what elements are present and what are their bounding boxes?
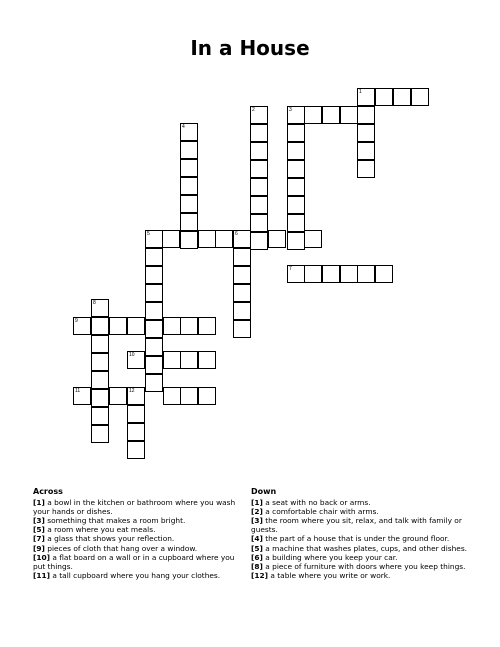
grid-cell[interactable]: [357, 106, 375, 124]
grid-cell[interactable]: [73, 317, 91, 335]
grid-cell[interactable]: [250, 106, 268, 124]
grid-cell[interactable]: [233, 248, 251, 266]
clue-number: 6: [235, 231, 238, 237]
grid-cell[interactable]: [145, 248, 163, 266]
grid-cell[interactable]: [287, 232, 305, 250]
grid-cell[interactable]: [287, 160, 305, 178]
clue-text: a building where you keep your car.: [262, 552, 398, 562]
clue-label: [7]: [33, 534, 45, 544]
grid-cell[interactable]: [357, 265, 375, 283]
down-heading: Down: [251, 487, 277, 496]
grid-cell[interactable]: [127, 317, 145, 335]
grid-cell[interactable]: [287, 178, 305, 196]
grid-cell[interactable]: [180, 317, 198, 335]
grid-cell[interactable]: [145, 284, 163, 302]
clue-number: 1: [359, 89, 362, 95]
grid-cell[interactable]: [91, 335, 109, 353]
grid-cell[interactable]: [163, 351, 181, 369]
grid-cell[interactable]: [127, 387, 145, 405]
clue-label: [6]: [251, 552, 263, 562]
grid-cell[interactable]: [233, 266, 251, 284]
grid-cell[interactable]: [233, 230, 251, 248]
grid-cell[interactable]: [180, 141, 198, 159]
grid-cell[interactable]: [304, 230, 322, 248]
grid-cell[interactable]: [145, 356, 163, 374]
grid-cell[interactable]: [145, 320, 163, 338]
grid-cell[interactable]: [91, 317, 109, 335]
grid-cell[interactable]: [375, 88, 393, 106]
clue-text: a table where you write or work.: [268, 570, 391, 580]
grid-cell[interactable]: [233, 302, 251, 320]
clue-number: 4: [182, 124, 185, 130]
across-clue: [33, 544, 245, 553]
grid-cell[interactable]: [287, 124, 305, 142]
across-heading: Across: [33, 487, 63, 496]
clue-label: [12]: [251, 570, 269, 580]
clue-text: a piece of furniture with doors where you keep things.: [262, 561, 466, 571]
grid-cell[interactable]: [304, 106, 322, 124]
clue-label: [1]: [251, 498, 263, 508]
clue-text: a tall cupboard where you hang your clothes.: [50, 570, 221, 580]
grid-cell[interactable]: [180, 177, 198, 195]
grid-cell[interactable]: [145, 230, 163, 248]
clue-number: 10: [129, 352, 135, 358]
grid-cell[interactable]: [180, 231, 198, 249]
grid-cell[interactable]: [91, 371, 109, 389]
clue-label: [3]: [33, 516, 45, 526]
grid-cell[interactable]: [250, 160, 268, 178]
grid-cell[interactable]: [357, 88, 375, 106]
clue-label: [4]: [251, 534, 263, 544]
across-clue: [33, 553, 245, 571]
clue-text: a flat board on a wall or in a cupboard where you put things.: [33, 552, 235, 571]
across-clue: [33, 516, 245, 525]
grid-cell[interactable]: [287, 265, 305, 283]
grid-cell[interactable]: [91, 353, 109, 371]
grid-cell[interactable]: [127, 405, 145, 423]
down-clues: [251, 487, 469, 580]
grid-cell[interactable]: [287, 214, 305, 232]
grid-cell[interactable]: [109, 387, 127, 405]
grid-cell[interactable]: [250, 196, 268, 214]
grid-cell[interactable]: [180, 195, 198, 213]
grid-cell[interactable]: [287, 196, 305, 214]
clue-text: a bowl in the kitchen or bathroom where you wash your hands or dishes.: [33, 498, 236, 517]
clue-label: [5]: [251, 543, 263, 553]
clue-label: [1]: [33, 498, 45, 508]
clue-text: a machine that washes plates, cups, and other dishes.: [262, 543, 468, 553]
clue-label: [2]: [251, 507, 263, 517]
grid-cell[interactable]: [411, 88, 429, 106]
clue-text: pieces of cloth that hang over a window.: [44, 543, 198, 553]
down-clue: [251, 498, 469, 507]
across-clue: [33, 534, 245, 543]
grid-cell[interactable]: [287, 106, 305, 124]
across-clue: [33, 525, 245, 534]
grid-cell[interactable]: [250, 142, 268, 160]
grid-cell[interactable]: [322, 106, 340, 124]
grid-cell[interactable]: [198, 230, 216, 248]
across-clue-list: [33, 498, 245, 580]
down-clue: [251, 562, 469, 571]
clue-number: 9: [75, 318, 78, 324]
grid-cell[interactable]: [180, 159, 198, 177]
clue-number: 2: [252, 107, 255, 113]
clue-text: the part of a house that is under the ground floor.: [262, 534, 450, 544]
grid-cell[interactable]: [180, 351, 198, 369]
across-clues: [33, 487, 245, 580]
grid-cell[interactable]: [340, 106, 358, 124]
across-clue: [33, 498, 245, 516]
clue-text: something that makes a room bright.: [44, 516, 186, 526]
clue-label: [9]: [33, 543, 45, 553]
down-clue: [251, 544, 469, 553]
grid-cell[interactable]: [250, 232, 268, 250]
clue-text: a comfortable chair with arms.: [262, 507, 379, 517]
grid-cell[interactable]: [250, 124, 268, 142]
grid-cell[interactable]: [198, 351, 216, 369]
clue-text: the room where you sit, relax, and talk with family or guests.: [251, 516, 462, 535]
grid-cell[interactable]: [145, 338, 163, 356]
clue-label: [10]: [33, 552, 51, 562]
grid-cell[interactable]: [357, 160, 375, 178]
grid-cell[interactable]: [304, 265, 322, 283]
clue-number: 5: [147, 231, 150, 237]
clue-label: [8]: [251, 561, 263, 571]
grid-cell[interactable]: [127, 423, 145, 441]
grid-cell[interactable]: [287, 142, 305, 160]
grid-cell[interactable]: [180, 387, 198, 405]
grid-cell[interactable]: [73, 387, 91, 405]
grid-cell[interactable]: [145, 302, 163, 320]
down-clue: [251, 553, 469, 562]
grid-cell[interactable]: [91, 407, 109, 425]
grid-cell[interactable]: [91, 425, 109, 443]
grid-cell[interactable]: [268, 230, 286, 248]
clue-number: 12: [129, 388, 135, 394]
down-clue: [251, 516, 469, 534]
clue-text: a room where you eat meals.: [44, 525, 156, 535]
grid-cell[interactable]: [127, 441, 145, 459]
grid-cell[interactable]: [198, 387, 216, 405]
clue-text: a seat with no back or arms.: [262, 498, 371, 508]
clue-number: 3: [289, 107, 292, 113]
grid-cell[interactable]: [233, 320, 251, 338]
clue-number: 7: [289, 266, 292, 272]
puzzle-title: In a House: [190, 36, 310, 60]
grid-cell[interactable]: [109, 317, 127, 335]
grid-cell[interactable]: [180, 123, 198, 141]
grid-cell[interactable]: [250, 214, 268, 232]
grid-cell[interactable]: [357, 142, 375, 160]
grid-cell[interactable]: [127, 351, 145, 369]
clue-label: [5]: [33, 525, 45, 535]
down-clue-list: [251, 498, 469, 580]
grid-cell[interactable]: [145, 266, 163, 284]
down-clue: [251, 571, 469, 580]
clue-label: [3]: [251, 516, 263, 526]
clue-text: a glass that shows your reflection.: [44, 534, 175, 544]
grid-cell[interactable]: [340, 265, 358, 283]
grid-cell[interactable]: [250, 178, 268, 196]
grid-cell[interactable]: [375, 265, 393, 283]
grid-cell[interactable]: [162, 230, 180, 248]
grid-cell[interactable]: [91, 389, 109, 407]
clue-label: [11]: [33, 570, 51, 580]
clue-number: 8: [93, 300, 96, 306]
grid-cell[interactable]: [357, 124, 375, 142]
grid-cell[interactable]: [233, 284, 251, 302]
grid-cell[interactable]: [163, 317, 181, 335]
grid-cell[interactable]: [215, 230, 233, 248]
grid-cell[interactable]: [91, 299, 109, 317]
down-clue: [251, 507, 469, 516]
clue-number: 11: [75, 388, 81, 394]
across-clue: [33, 571, 245, 580]
grid-cell[interactable]: [145, 374, 163, 392]
grid-cell[interactable]: [393, 88, 411, 106]
down-clue: [251, 534, 469, 543]
grid-cell[interactable]: [198, 317, 216, 335]
grid-cell[interactable]: [163, 387, 181, 405]
grid-cell[interactable]: [180, 213, 198, 231]
grid-cell[interactable]: [322, 265, 340, 283]
